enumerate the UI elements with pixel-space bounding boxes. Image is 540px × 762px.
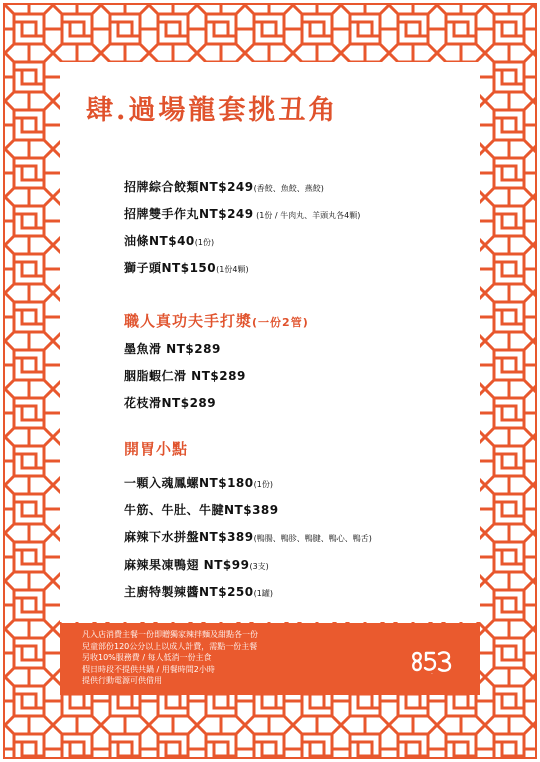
section-heading-note: (一份2管) xyxy=(252,316,309,329)
menu-item-note: (香餃、魚餃、燕餃) xyxy=(253,184,324,193)
footer-line: 另收10%服務費 / 每人低消一份主食 xyxy=(82,653,212,662)
menu-item-note: (鴨腸、鴨胗、鴨腱、鴨心、鴨舌) xyxy=(253,534,372,543)
section-heading-label: 職人真功夫手打漿 xyxy=(124,312,253,330)
brand-logo xyxy=(410,649,452,675)
section-heading-label: 開胃小點 xyxy=(124,440,189,458)
page-title: 肆.過場龍套挑丑角 xyxy=(86,95,339,126)
menu-item xyxy=(124,340,221,360)
menu-item xyxy=(124,232,214,252)
menu-item-note: (1份4顆) xyxy=(216,265,249,274)
menu-item-label: 油條NT$40 xyxy=(124,234,195,248)
menu-item xyxy=(124,178,324,198)
menu-item-label: 墨魚滑 NT$289 xyxy=(124,342,221,356)
menu-item xyxy=(124,501,279,521)
footer-line: 兒童部份120公分以上以成人計費，需點一份主餐 xyxy=(82,641,258,651)
menu-item-label: 牛筋、牛肚、牛腱NT$389 xyxy=(124,503,279,517)
menu-item xyxy=(124,556,269,576)
menu-item-label: 花枝滑NT$289 xyxy=(124,396,217,410)
menu-item-label: 胭脂蝦仁滑 NT$289 xyxy=(124,369,246,383)
menu-item-note: (1份 / 牛肉丸、羊頭丸各4顆) xyxy=(253,211,361,220)
footer-line: 提供行動電源可供借用 xyxy=(82,676,162,685)
footer-notice xyxy=(60,623,480,695)
menu-item-label: 招牌綜合餃類NT$249 xyxy=(124,180,254,194)
menu-item xyxy=(124,259,249,279)
footer-notice-lines xyxy=(82,629,258,687)
menu-item-label: 獅子頭NT$150 xyxy=(124,261,217,275)
footer-line: 凡入店消費主餐一份即贈獨家辣拌麵及甜點各一份 xyxy=(82,630,258,639)
section-heading xyxy=(124,310,309,331)
menu-item-note: (3支) xyxy=(249,562,269,571)
menu-item-label: 主廚特製辣醬NT$250 xyxy=(124,585,254,599)
menu-item-note: (1份) xyxy=(253,480,273,489)
menu-item-label: 一顆入魂鳳螺NT$180 xyxy=(124,476,254,490)
footer-line: 假日時段不提供共鍋 / 用餐時間2小時 xyxy=(82,664,215,674)
menu-item xyxy=(124,474,273,494)
menu-item-note: (1罐) xyxy=(253,589,273,598)
menu-item xyxy=(124,205,360,225)
menu-item xyxy=(124,394,216,414)
svg-text:853: 853 xyxy=(431,674,433,675)
section-heading xyxy=(124,438,188,459)
menu-item xyxy=(124,367,246,387)
menu-item xyxy=(124,583,273,603)
menu-item-label: 麻辣下水拼盤NT$389 xyxy=(124,530,254,544)
menu-item-label: 麻辣果凍鴨翅 NT$99 xyxy=(124,558,250,572)
menu-item-note: (1份) xyxy=(194,238,215,247)
menu-item xyxy=(124,528,372,548)
menu-item-label: 招牌雙手作丸NT$249 xyxy=(124,207,254,221)
